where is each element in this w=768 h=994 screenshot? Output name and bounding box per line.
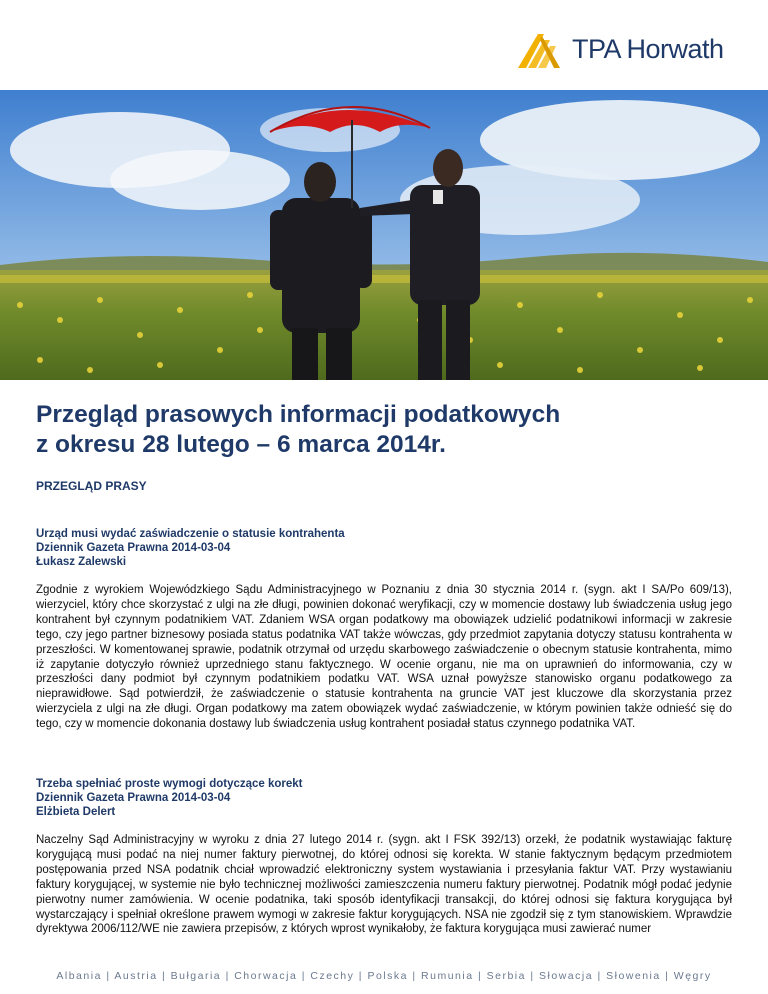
- article-headline: Trzeba spełniać proste wymogi dotyczące korekt: [36, 778, 303, 790]
- logo-mark-icon: [514, 26, 570, 74]
- article-author: Elżbieta Delert: [36, 806, 116, 818]
- footer-countries: Albania | Austria | Bułgaria | Chorwacja | Czechy | Polska | Rumunia | Serbia | Słowacja | Słowenia | Węgry: [56, 970, 712, 982]
- article-source: Dziennik Gazeta Prawna 2014-03-04: [36, 542, 231, 554]
- title-line-2: z okresu 28 lutego – 6 marca 2014r.: [36, 431, 446, 458]
- logo-text: TPA Horwath: [572, 34, 724, 64]
- hero-photo: [0, 90, 768, 380]
- article-body: Naczelny Sąd Administracyjny w wyroku z dnia 27 lutego 2014 r. (sygn. akt I FSK 392/13) orzekł, że podatnik wystawiając fakturę korygującą musi podać na niej numer faktury pierwotnej, do której odnosi się korekta. W stanie faktycznym będącym przedmiotem postępowania przed NSA podatnik chciał wprowadzić elektroniczny system wystawiania i przesyłania faktur VAT. Przy wystawianiu faktury korygującej, w systemie nie było technicznej możliwości zamieszczenia numeru faktury pierwotnej. Podatnik mógł podać jedynie pierwotny numer zamówienia. W ocenie podatnika, taki sposób identyfikacji transakcji, do której odnosi się faktura korygująca był wystarczający i spełniał określone prawem wymogi w zakresie faktur korygujących. NSA nie zgodził się z tym stanowiskiem. Wprawdzie dyrektywa 2006/112/WE nie zawiera przepisów, z których wprost wynikałoby, że faktura korygująca musi zawierać numer: [36, 834, 732, 936]
- section-label: PRZEGLĄD PRASY: [36, 479, 147, 493]
- page-title: [36, 400, 736, 460]
- article-source: Dziennik Gazeta Prawna 2014-03-04: [36, 792, 231, 804]
- article-body: Zgodnie z wyrokiem Wojewódzkiego Sądu Administracyjnego w Poznaniu z dnia 30 stycznia 2014 r. (sygn. akt I SA/Po 609/13), wierzyciel, który chce skorzystać z ulgi na złe długi, powinien dokonać weryfikacji, czy w momencie dostawy lub świadczenia usług jego kontrahent był czynnym podatnikiem VAT. Zdaniem WSA organ podatkowy ma obowiązek udzielić podatnikowi informacji w zakresie tego, czy jego partner biznesowy posiada status podatnika VAT także wówczas, gdy przedmiot zapytania dotyczy statusu kontrahenta w przeszłości. W komentowanej sprawie, podatnik otrzymał od urzędu skarbowego zaświadczenie o obecnym statusie kontrahenta, mimo iż zapytanie dotyczyło również uprzedniego stanu faktycznego. W ocenie organu, nie ma on uprawnień do informowania, czy w przeszłości dany podmiot był czynnym podatnikiem podatku VAT. WSA uznał powyższe stanowisko organu podatkowego za nieprawidłowe. Sąd potwierdził, że zaświadczenie o statusie kontrahenta na gruncie VAT jest kluczowe dla skorzystania przez wierzyciela z ulgi na złe długi. Organ podatkowy ma zatem obowiązek wydać zaświadczenie, w którym powinien także odnieść się do tego, czy w momencie dokonania dostawy lub świadczenia usług kontrahent posiadał status czynnego podatnika VAT.: [36, 584, 732, 731]
- company-logo: [514, 26, 734, 74]
- article-headline: Urząd musi wydać zaświadczenie o statusie kontrahenta: [36, 528, 345, 540]
- article-author: Łukasz Zalewski: [36, 556, 127, 568]
- title-line-1: Przegląd prasowych informacji podatkowych: [36, 401, 561, 428]
- umbrella-field-photo-icon: [0, 90, 768, 380]
- article: [36, 527, 732, 732]
- article: [36, 777, 732, 937]
